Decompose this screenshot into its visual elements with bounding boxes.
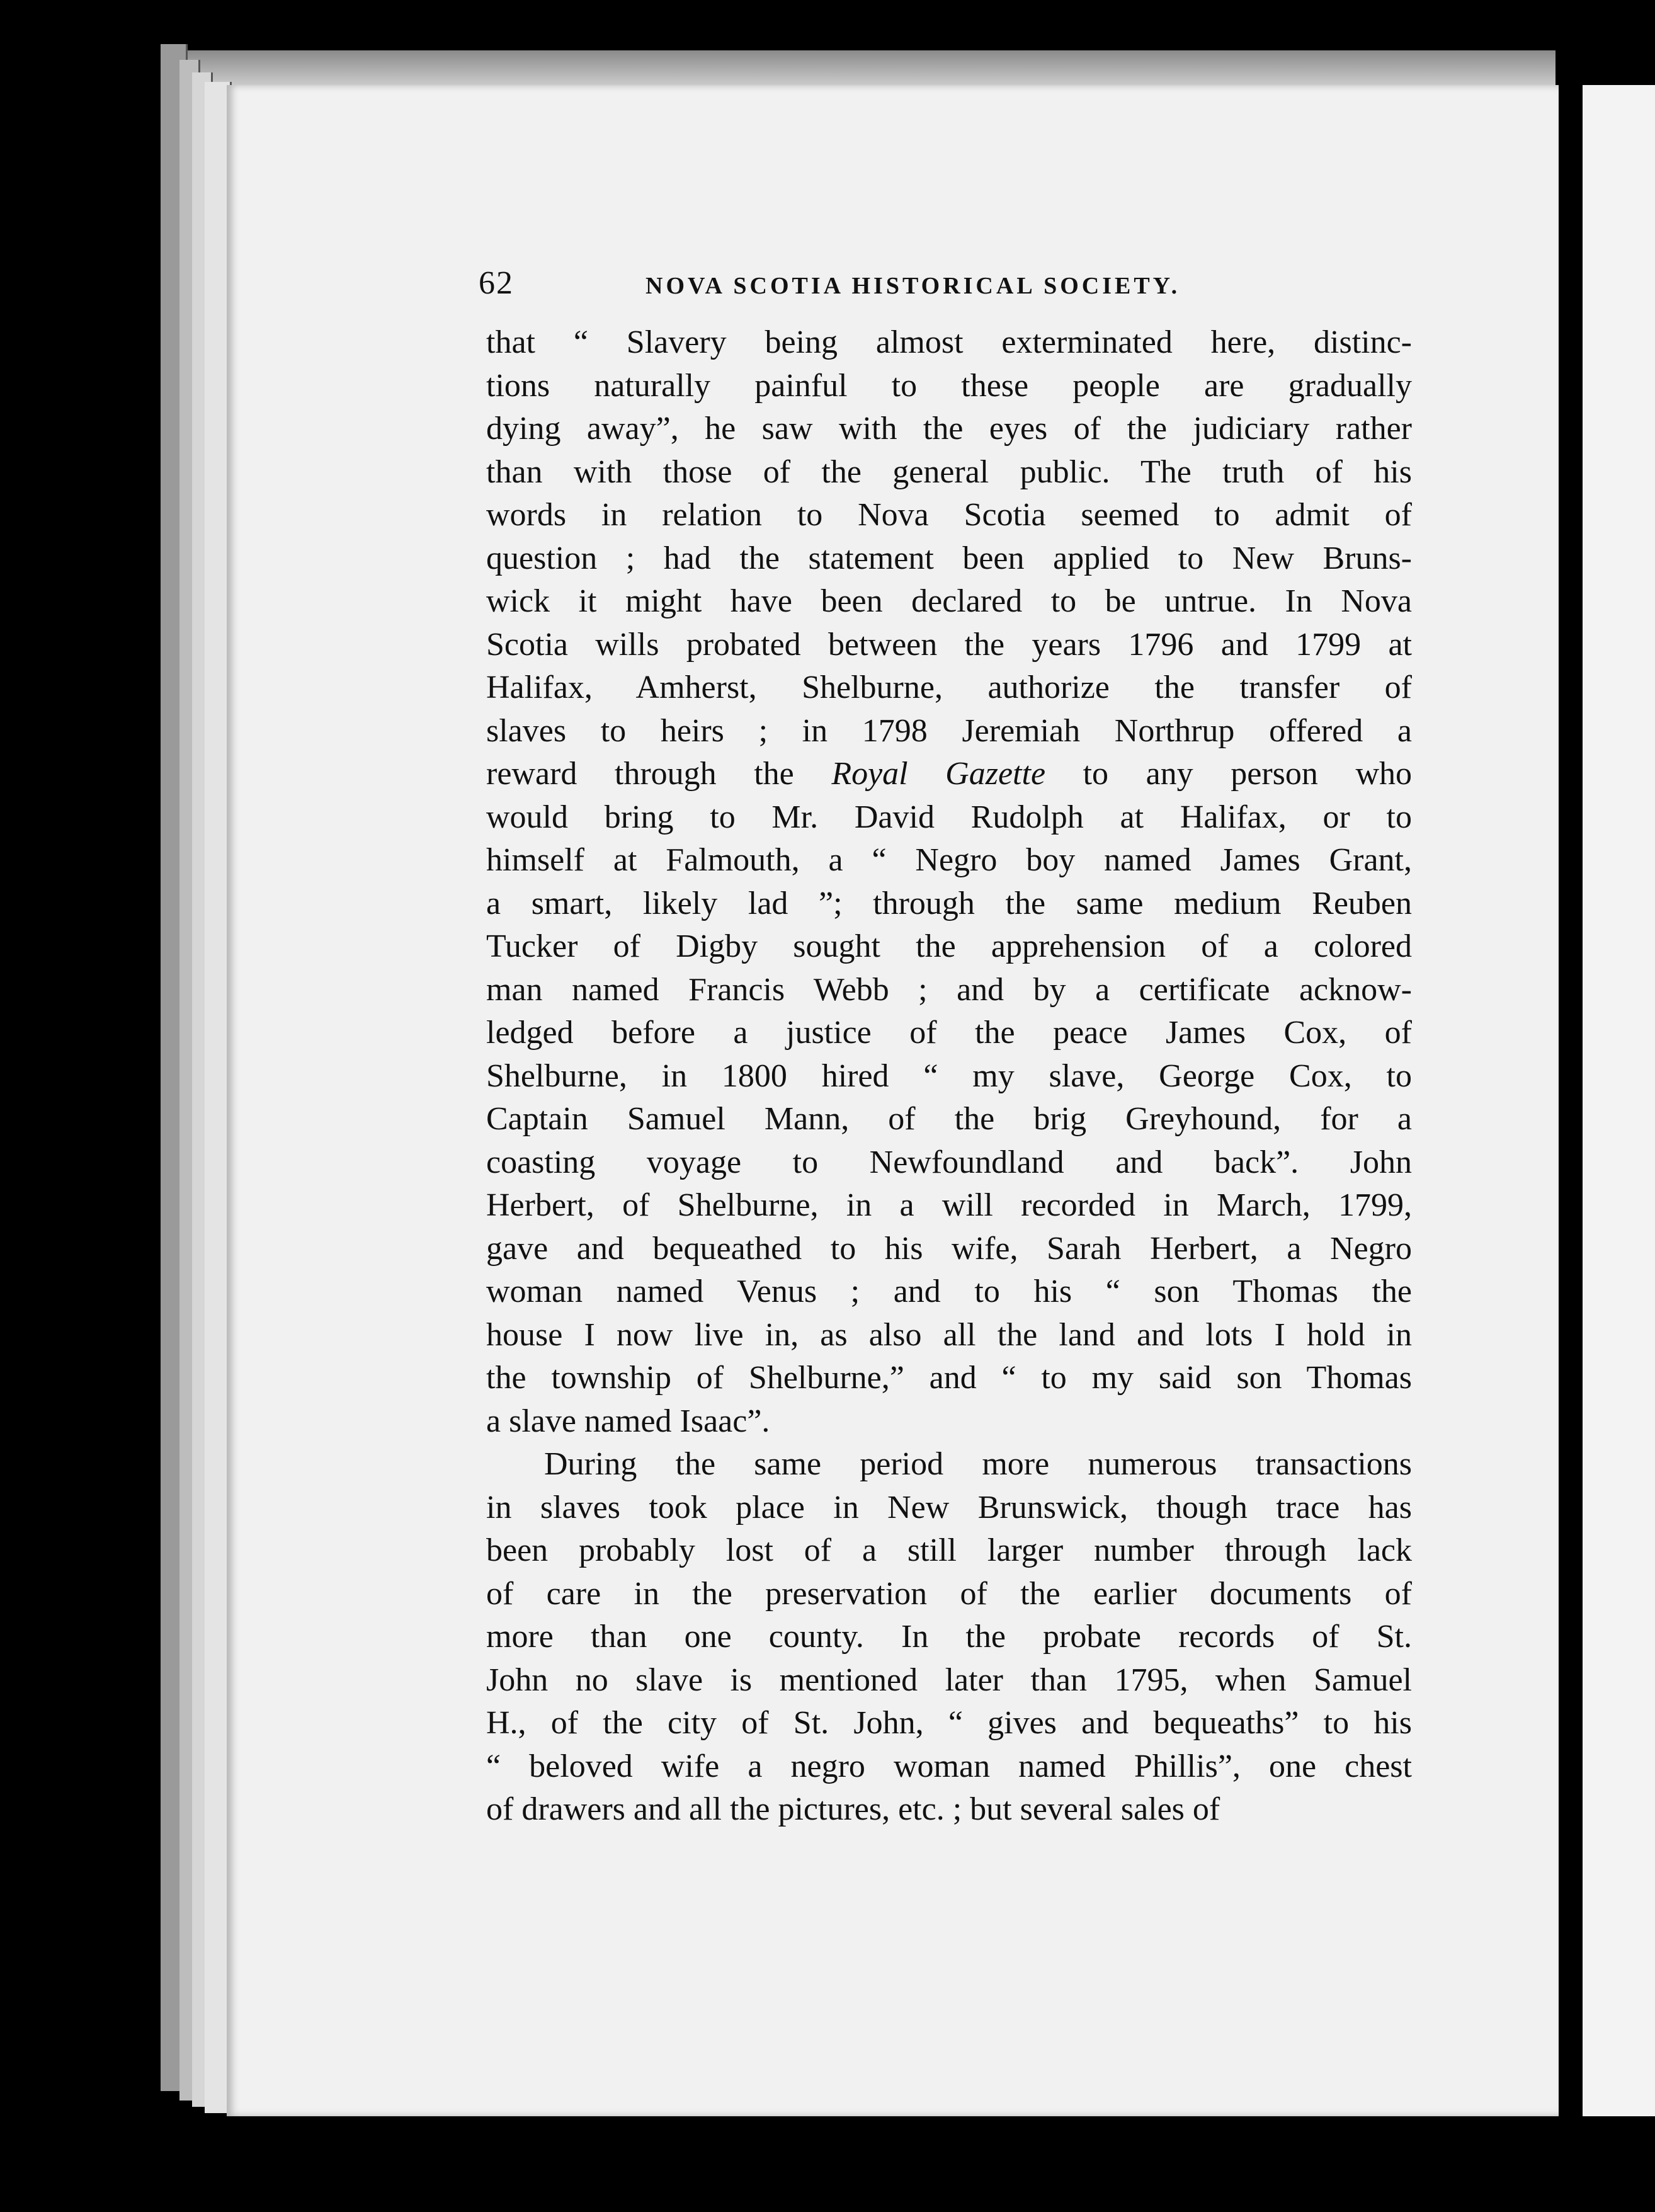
text-line: a smart, likely lad ”; through the same medium Reuben: [486, 885, 1412, 921]
text-line: question ; had the statement been applied to New Bruns-: [486, 540, 1412, 576]
page-header: [479, 265, 1222, 309]
text-line: been probably lost of a still larger number through lack: [486, 1532, 1412, 1568]
text-fragment: reward through the: [486, 756, 832, 792]
text-line: would bring to Mr. David Rudolph at Halifax, or to: [486, 799, 1412, 835]
text-line: Scotia wills probated between the years 1796 and 1799 at: [486, 626, 1412, 663]
text-line: tions naturally painful to these people are gradually: [486, 367, 1412, 404]
text-line: of care in the preservation of the earlier documents of: [486, 1575, 1412, 1612]
text-line: woman named Venus ; and to his “ son Thomas the: [486, 1274, 1412, 1309]
text-line: Shelburne, in 1800 hired “ my slave, George Cox, to: [486, 1058, 1412, 1094]
text-line: himself at Falmouth, a “ Negro boy named James Grant,: [486, 842, 1412, 878]
text-line: [486, 753, 1412, 796]
text-line: John no slave is mentioned later than 1795, when Samuel: [486, 1662, 1412, 1698]
text-line: “ beloved wife a negro woman named Phillis”, one chest: [486, 1748, 1412, 1784]
text-line: the township of Shelburne,” and “ to my said son Thomas: [486, 1360, 1412, 1396]
body-text: [486, 321, 1412, 1832]
text-fragment: to any person who: [1045, 756, 1412, 792]
text-line: During the same period more numerous transactions: [544, 1446, 1412, 1482]
text-line: dying away”, he saw with the eyes of the judiciary rather: [486, 411, 1412, 447]
text-line: more than one county. In the probate records of St.: [486, 1619, 1412, 1655]
text-line: coasting voyage to Newfoundland and back”. John: [486, 1144, 1412, 1180]
text-line: words in relation to Nova Scotia seemed to admit of: [486, 497, 1412, 533]
text-line: Tucker of Digby sought the apprehension of a colored: [486, 928, 1412, 964]
text-line: Captain Samuel Mann, of the brig Greyhound, for a: [486, 1101, 1412, 1137]
facing-page-edge: [1565, 85, 1655, 2116]
page-number: 62: [479, 265, 514, 301]
text-line: in slaves took place in New Brunswick, though trace has: [486, 1489, 1412, 1525]
text-line: man named Francis Webb ; and by a certificate acknow-: [486, 971, 1412, 1008]
text-line: wick it might have been declared to be untrue. In Nova: [486, 583, 1412, 619]
text-line: H., of the city of St. John, “ gives and bequeaths” to his: [486, 1705, 1412, 1741]
paragraph-1: [486, 321, 1412, 1443]
text-line: gave and bequeathed to his wife, Sarah Herbert, a Negro: [486, 1230, 1412, 1267]
text-line: of drawers and all the pictures, etc. ; but several sales of: [486, 1791, 1220, 1827]
page-stack-top: [170, 50, 1555, 88]
text-line: slaves to heirs ; in 1798 Jeremiah Northrup offered a: [486, 712, 1412, 749]
text-line: house I now live in, as also all the land and lots I hold in: [486, 1316, 1412, 1353]
text-line: Herbert, of Shelburne, in a will recorded in March, 1799,: [486, 1187, 1412, 1223]
text-line: than with those of the general public. The truth of his: [486, 453, 1412, 490]
running-head: NOVA SCOTIA HISTORICAL SOCIETY.: [646, 273, 1181, 299]
text-line: Halifax, Amherst, Shelburne, authorize the transfer of: [486, 670, 1412, 705]
text-line: ledged before a justice of the peace James Cox, of: [486, 1015, 1412, 1051]
text-line: a slave named Isaac”.: [486, 1403, 770, 1439]
paragraph-2: [486, 1443, 1412, 1832]
italic-title: Royal Gazette: [831, 756, 1046, 792]
text-line: that “ Slavery being almost exterminated here, distinc-: [486, 324, 1412, 360]
